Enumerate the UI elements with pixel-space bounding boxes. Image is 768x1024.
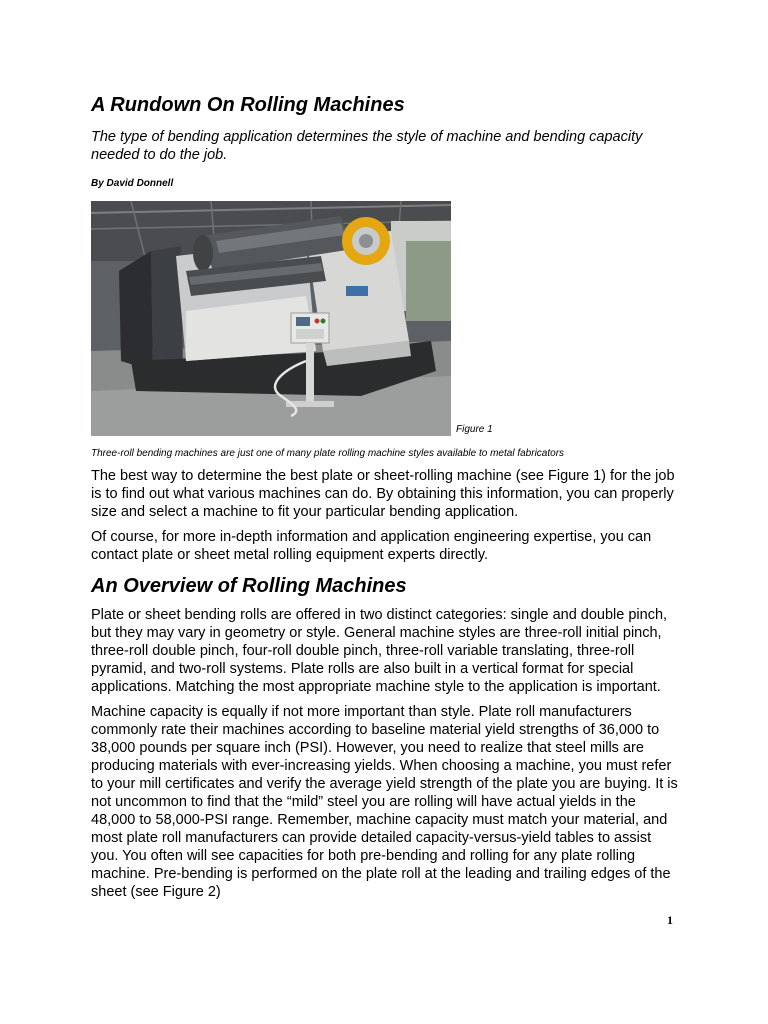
figure-1	[91, 201, 681, 437]
article-body	[91, 92, 681, 901]
page-number: 1	[667, 913, 673, 927]
article-byline: By David Donnell	[91, 178, 174, 189]
section-heading-overview: An Overview of Rolling Machines	[91, 575, 407, 597]
figure-caption: Three-roll bending machines are just one of many plate rolling machine styles available to metal fabricators	[91, 448, 565, 459]
figure-label: Figure 1	[456, 424, 493, 435]
overview-paragraph-1: Plate or sheet bending rolls are offered in two distinct categories: single and double pinch, but they may vary in geometry or style. General machine styles are three-roll initial pinch, three-roll double pinch, four-roll double pinch, three-roll variable translating, three-roll pyramid, and two-roll systems. Plate rolls are also built in a vertical format for special applications. Matching the most appropriate machine style to the application is important.	[91, 607, 668, 695]
article-subtitle: The type of bending application determines the style of machine and bending capacity needed to do the job.	[91, 129, 643, 163]
rolling-machine-photo	[91, 201, 451, 436]
overview-paragraph-2: Machine capacity is equally if not more important than style. Plate roll manufacturers commonly rate their machines according to baseline material yield strengths of 36,000 to 38,000 pounds per square inch (PSI). However, you need to realize that steel mills are producing materials with ever-increasing yields. When choosing a machine, you must refer to your mill certificates and verify the average yield strength of the plate you are buying. It is not uncommon to find that the “mild” steel you are rolling will have actual yields in the 48,000 to 58,000-PSI range. Remember, machine capacity must match your material, and most plate roll manufacturers can provide detailed capacity-versus-yield tables to assist you. You often will see capacities for both pre-bending and rolling for any plate rolling machine. Pre-bending is performed on the plate roll at the leading and trailing edges of the sheet (see Figure 2)	[91, 704, 678, 900]
intro-paragraph-1: The best way to determine the best plate or sheet-rolling machine (see Figure 1) for the job is to find out what various machines can do. By obtaining this information, you can properly size and select a machine to fit your particular bending application.	[91, 468, 675, 520]
intro-paragraph-2: Of course, for more in-depth information and application engineering expertise, you can contact plate or sheet metal rolling equipment experts directly.	[91, 529, 652, 563]
article-title: A Rundown On Rolling Machines	[91, 94, 405, 116]
